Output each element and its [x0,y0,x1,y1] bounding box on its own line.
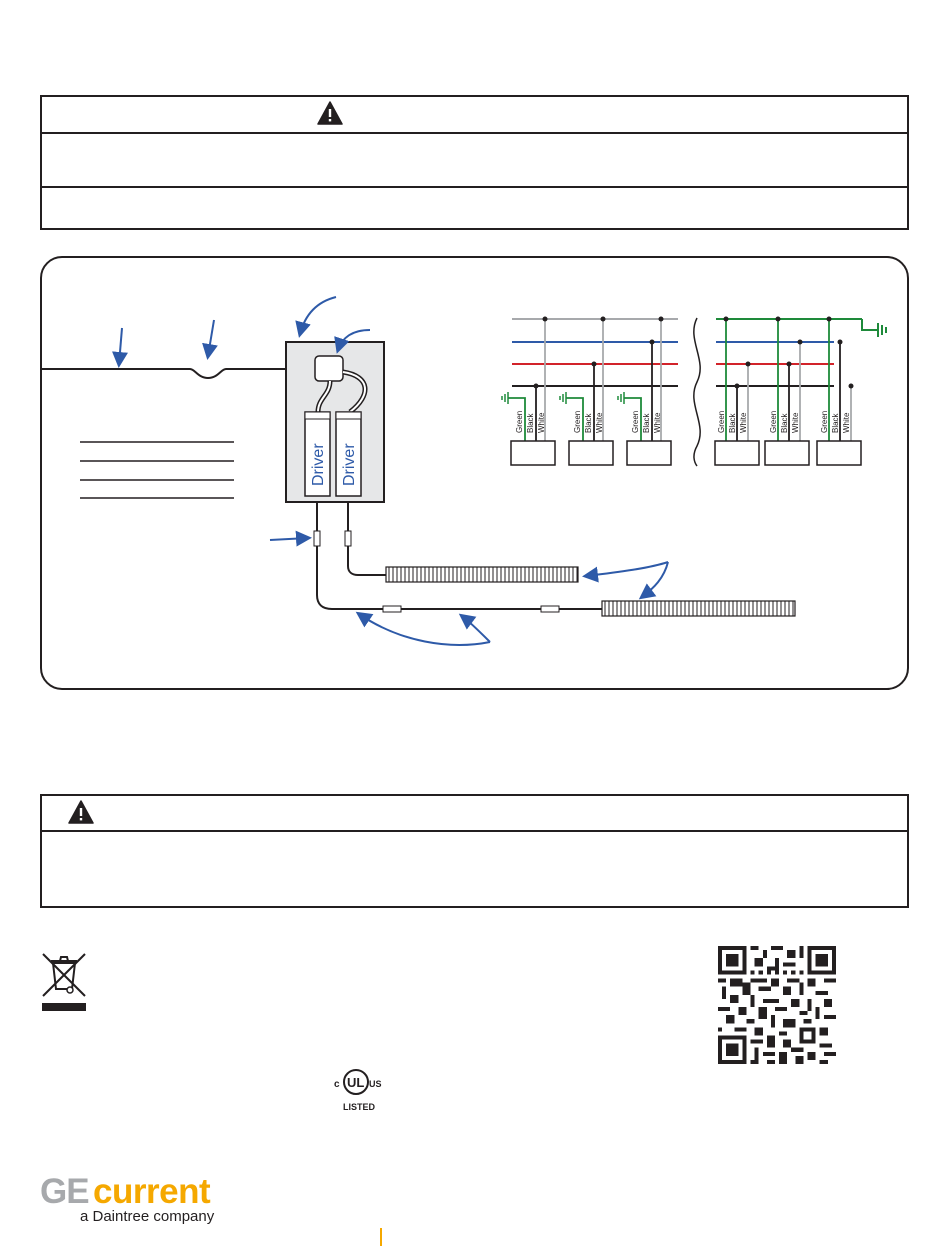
wire-label: White [842,412,851,433]
connector [541,606,559,612]
wire-label: White [653,412,662,433]
fixture-group-right [715,317,861,466]
ul-c: c [334,1079,340,1090]
ul-us: US [369,1079,382,1089]
logo-current: current [93,1172,211,1211]
wire-label: Green [769,410,778,433]
arrow-enclosure [300,297,336,334]
connector [383,606,401,612]
wire-label: Black [642,413,651,433]
ul-listed: LISTED [343,1102,376,1112]
output-leads [317,502,602,609]
wire-label: White [595,412,604,433]
bus-left [512,319,678,386]
driver-label-2: Driver [341,443,358,486]
wire-label: White [791,412,800,433]
arrow-fuse [208,320,214,356]
warning-triangle-icon [68,800,94,824]
junction-box [315,356,343,381]
arrow-led-1 [586,562,668,576]
ground-symbol [862,319,886,337]
led-strip-2 [602,601,795,616]
warning-header [42,796,907,832]
wire-label: Green [820,410,829,433]
wire-label: Green [573,410,582,433]
arrow-supply [119,328,122,364]
wire-label: Black [728,413,737,433]
arrow-lead-2 [462,616,490,642]
driver-1 [305,412,330,496]
driver-2 [336,412,361,496]
qr-code-icon [718,946,836,1064]
crossed-bin-icon [40,951,88,1013]
warning-box-bottom [40,794,909,908]
wire-label: Green [631,410,640,433]
driver-label-1: Driver [310,443,327,486]
wire-label: Black [831,413,840,433]
arrow-connector [270,538,308,540]
connector [345,531,351,546]
wire-label: Black [584,413,593,433]
ge-current-logo [40,1172,214,1225]
ul-listed-mark [332,1066,382,1119]
break-mark [694,318,700,466]
footer-divider [380,1228,382,1246]
wire-label: White [739,412,748,433]
legend-lines [80,442,234,498]
ul-logo-text: UL [347,1075,365,1090]
supply-line [40,369,286,378]
led-strip-1 [386,567,578,582]
wire-label: White [537,412,546,433]
connector [314,531,320,546]
wire-label: Black [780,413,789,433]
wire-label: Black [526,413,535,433]
fixture-group-left [502,317,671,466]
wire-label: Green [717,410,726,433]
arrow-lead-1 [359,614,490,645]
wire-label: Green [515,410,524,433]
logo-ge: GE [40,1172,89,1211]
logo-tagline: a Daintree company [80,1208,215,1225]
